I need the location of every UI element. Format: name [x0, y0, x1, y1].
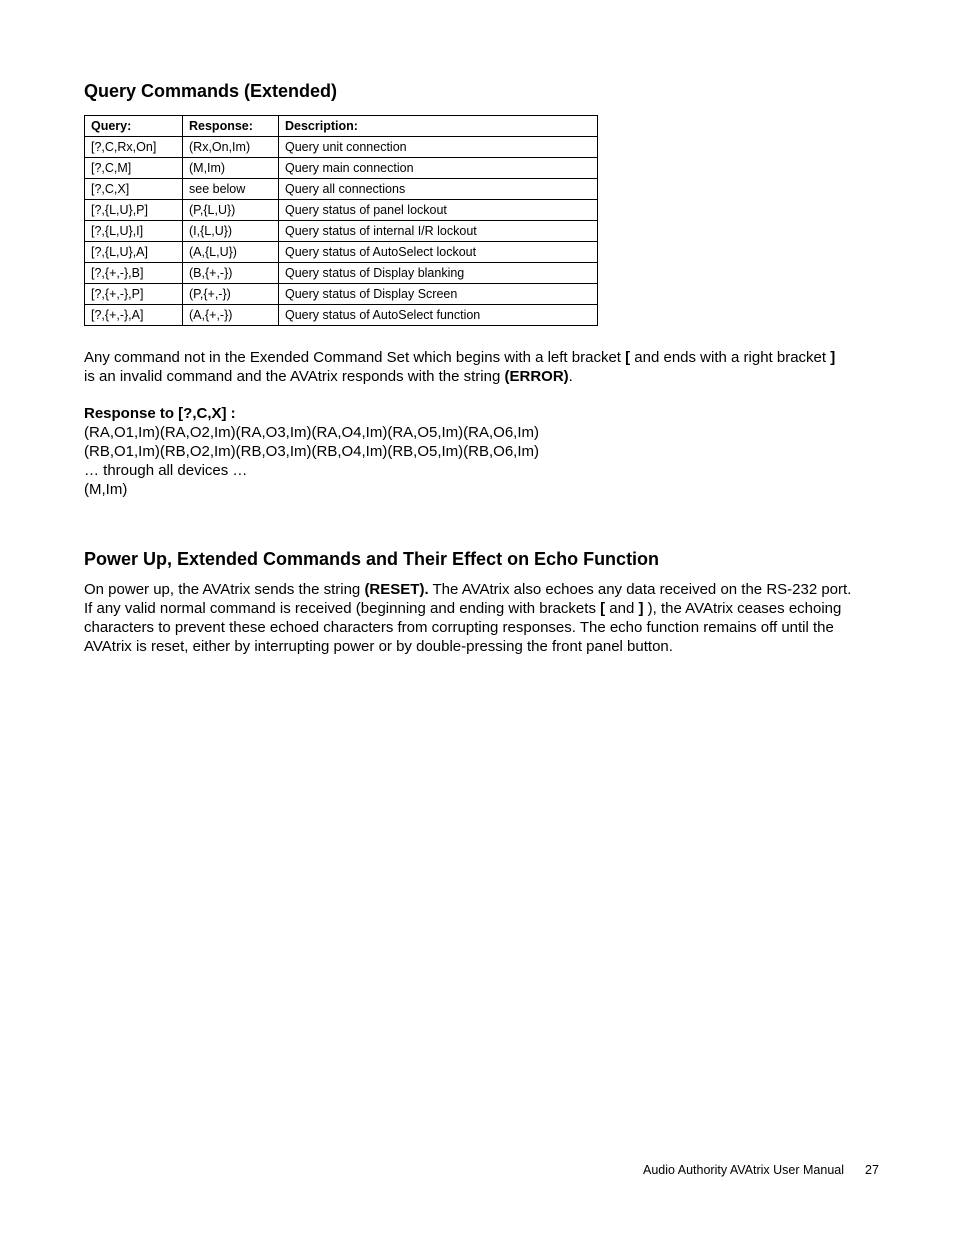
invalid-command-paragraph [84, 348, 844, 386]
response-cell: (P,{L,U}) [183, 200, 279, 221]
table-row [85, 221, 598, 242]
bold-left-bracket: [ [625, 349, 631, 366]
response-cell: (I,{L,U}) [183, 221, 279, 242]
section-title-power-up: Power Up, Extended Commands and Their Effect on Echo Function [84, 549, 660, 569]
response-cell: see below [183, 179, 279, 200]
response-cell: (B,{+,-}) [183, 263, 279, 284]
table-row [85, 158, 598, 179]
description-cell: Query status of internal I/R lockout [279, 221, 598, 242]
table-row [85, 242, 598, 263]
query-cell: [?,C,X] [85, 179, 183, 200]
query-cell: [?,C,Rx,On] [85, 137, 183, 158]
description-cell: Query status of panel lockout [279, 200, 598, 221]
response-block [84, 404, 844, 499]
query-cell: [?,{+,-},B] [85, 263, 183, 284]
column-header-response: Response: [183, 116, 279, 137]
column-header-description: Description: [279, 116, 598, 137]
description-cell: Query unit connection [279, 137, 598, 158]
response-cell: (Rx,On,Im) [183, 137, 279, 158]
response-cell: (A,{+,-}) [183, 305, 279, 326]
table-row [85, 263, 598, 284]
description-cell: Query status of Display Screen [279, 284, 598, 305]
table-header-row [85, 116, 598, 137]
table-row [85, 179, 598, 200]
bold-reset-string: (RESET). [364, 581, 429, 598]
footer-manual-title: Audio Authority AVAtrix User Manual [643, 1163, 845, 1177]
text-run: and [605, 600, 639, 617]
query-cell: [?,{+,-},P] [85, 284, 183, 305]
description-cell: Query all connections [279, 179, 598, 200]
response-heading: Response to [?,C,X] : [84, 405, 236, 422]
description-cell: Query status of Display blanking [279, 263, 598, 284]
text-run: The AVAtrix also echoes any data received on the RS-232 port. If any valid normal command is received (beginning and ending with brackets [84, 581, 852, 617]
text-run: and ends with a right bracket [630, 349, 831, 366]
text-run: is an invalid command and the AVAtrix responds with the string [84, 368, 505, 385]
query-cell: [?,{L,U},P] [85, 200, 183, 221]
response-cell: (P,{+,-}) [183, 284, 279, 305]
bold-right-bracket: ] [830, 349, 836, 366]
response-line: (M,Im) [84, 481, 128, 498]
bold-right-bracket: ] [638, 600, 644, 617]
table-row [85, 305, 598, 326]
text-run: On power up, the AVAtrix sends the string [84, 581, 365, 598]
text-run: Any command not in the Exended Command Set which begins with a left bracket [84, 349, 626, 366]
bold-error-string: (ERROR) [504, 368, 569, 385]
response-line: (RA,O1,Im)(RA,O2,Im)(RA,O3,Im)(RA,O4,Im)(RA,O5,Im)(RA,O6,Im) [84, 424, 540, 441]
query-cell: [?,{+,-},A] [85, 305, 183, 326]
response-line: … through all devices … [84, 462, 248, 479]
response-cell: (M,Im) [183, 158, 279, 179]
query-cell: [?,{L,U},A] [85, 242, 183, 263]
section-title-query-commands: Query Commands (Extended) [84, 81, 338, 101]
query-commands-table [84, 115, 598, 326]
text-run: ), the AVAtrix ceases echoing characters to prevent these echoed characters from corrupting responses. The echo function remains off until the AVAtrix is reset, either by interrupting power or by double-pressing the front panel button. [84, 600, 842, 655]
table-row [85, 284, 598, 305]
description-cell: Query main connection [279, 158, 598, 179]
description-cell: Query status of AutoSelect function [279, 305, 598, 326]
response-line: (RB,O1,Im)(RB,O2,Im)(RB,O3,Im)(RB,O4,Im)(RB,O5,Im)(RB,O6,Im) [84, 443, 540, 460]
bold-left-bracket: [ [600, 600, 606, 617]
text-run: . [568, 368, 573, 385]
table-row [85, 200, 598, 221]
query-cell: [?,{L,U},I] [85, 221, 183, 242]
echo-function-paragraph [84, 580, 854, 656]
table-row [85, 137, 598, 158]
description-cell: Query status of AutoSelect lockout [279, 242, 598, 263]
footer-page-number: 27 [865, 1163, 879, 1177]
response-cell: (A,{L,U}) [183, 242, 279, 263]
query-cell: [?,C,M] [85, 158, 183, 179]
column-header-query: Query: [85, 116, 183, 137]
